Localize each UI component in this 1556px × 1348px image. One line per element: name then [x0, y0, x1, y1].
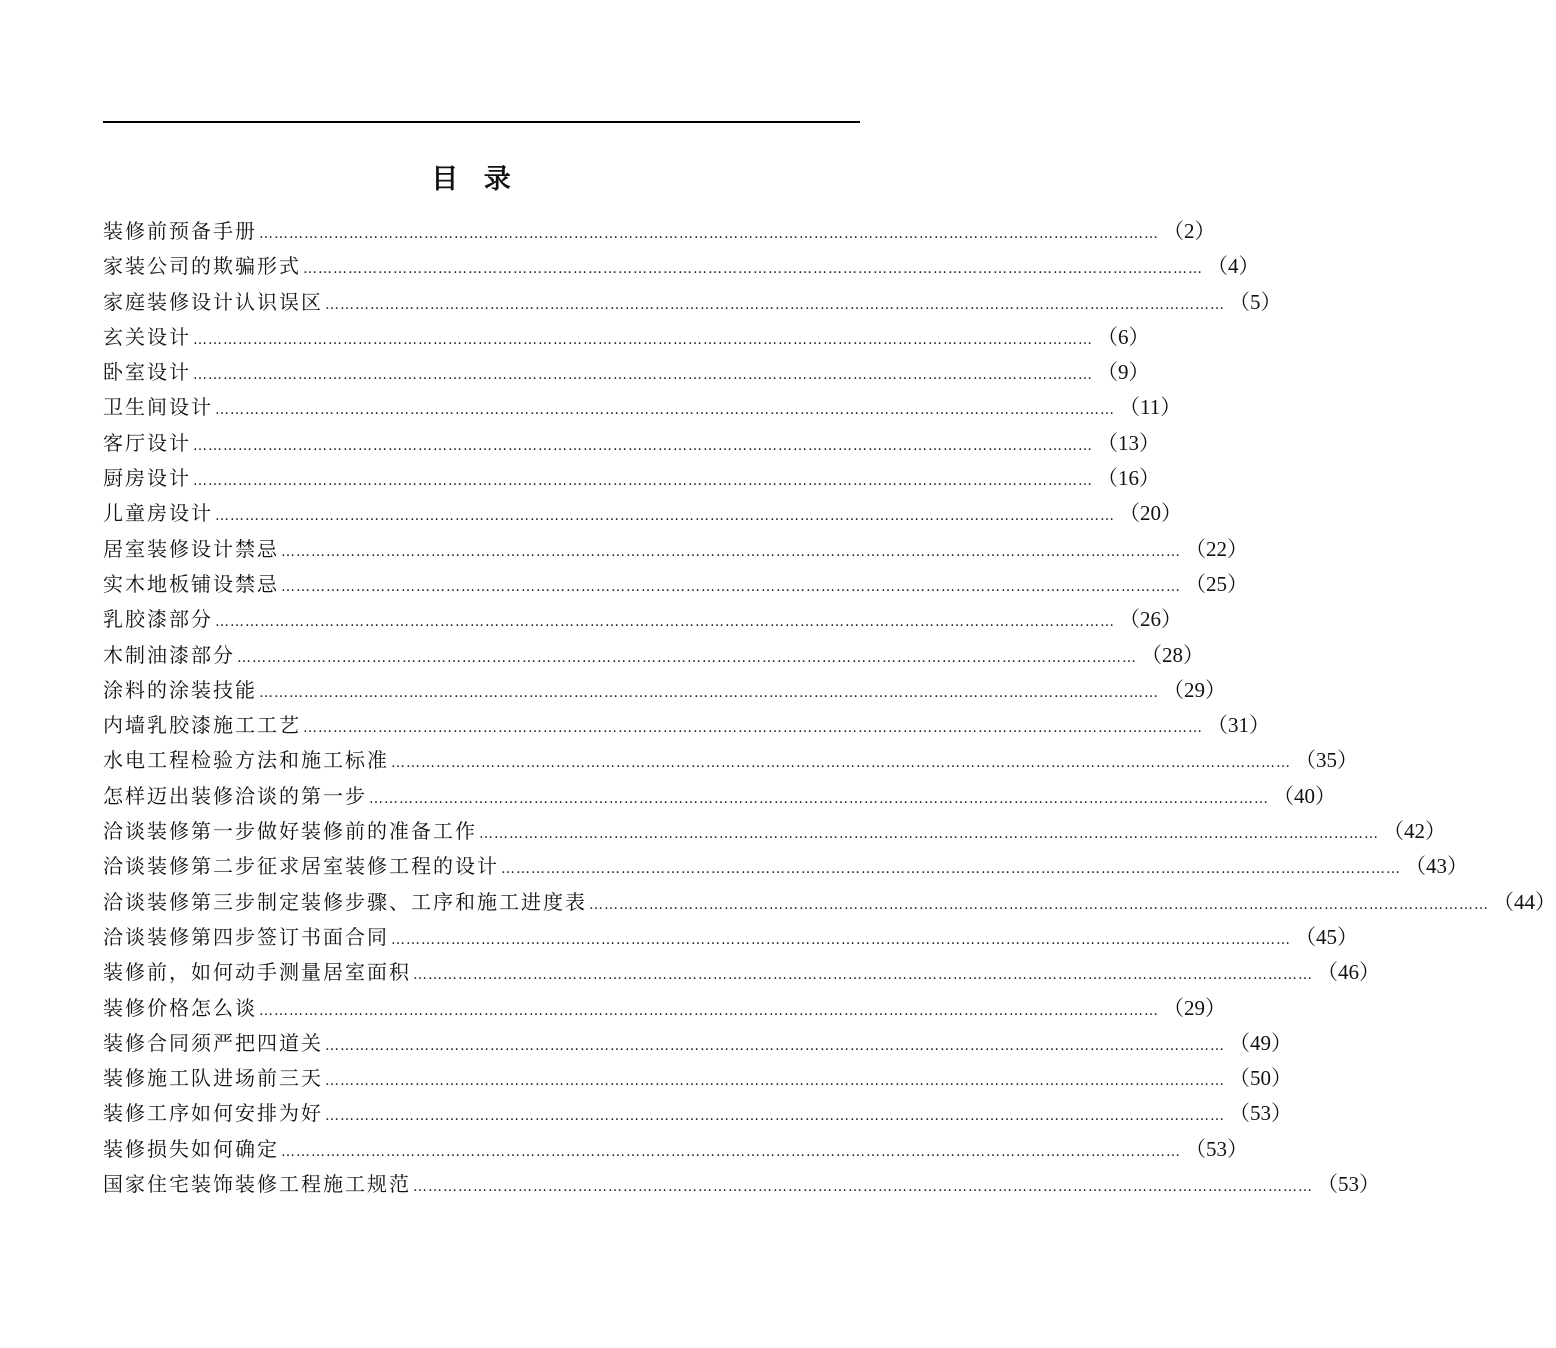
toc-entry-title: 儿童房设计 — [103, 501, 213, 526]
toc-entry-title: 国家住宅装饰装修工程施工规范 — [103, 1172, 411, 1197]
dot-leader: ……………………………………………………………………………………………………………………………………………………………… — [325, 1073, 1225, 1090]
toc-entry[interactable] — [103, 496, 1182, 531]
toc-entry-title: 乳胶漆部分 — [103, 607, 213, 632]
toc-entry-title: 内墙乳胶漆施工工艺 — [103, 713, 301, 738]
toc-entry-title: 家装公司的欺骗形式 — [103, 254, 301, 279]
page-title: 目 录 — [431, 164, 519, 195]
toc-entry-page-number: （22） — [1185, 536, 1248, 561]
toc-entry-title: 装修前，如何动手测量居室面积 — [103, 960, 411, 985]
toc-entry[interactable] — [103, 991, 1226, 1026]
toc-entry-title: 涂料的涂装技能 — [103, 677, 257, 702]
dot-leader: ……………………………………………………………………………………………………………………………………………………………… — [259, 1002, 1159, 1019]
toc-entry[interactable] — [103, 849, 1468, 884]
toc-entry-page-number: （9） — [1097, 360, 1150, 385]
toc-entry-title: 洽谈装修第一步做好装修前的准备工作 — [103, 819, 477, 844]
toc-entry-title: 装修前预备手册 — [103, 219, 257, 243]
toc-entry[interactable] — [103, 920, 1358, 955]
toc-entry[interactable] — [103, 708, 1270, 743]
toc-entry[interactable] — [103, 355, 1150, 390]
dot-leader: ……………………………………………………………………………………………………………………………………………………………… — [479, 826, 1379, 843]
toc-entry-page-number: （5） — [1229, 289, 1282, 314]
dot-leader: ……………………………………………………………………………………………………………………………………………………………… — [325, 1108, 1225, 1125]
toc-entry-page-number: （6） — [1097, 324, 1150, 349]
toc-entry[interactable] — [103, 1026, 1292, 1061]
toc-entry-page-number: （35） — [1295, 748, 1358, 773]
toc-entry[interactable] — [103, 320, 1150, 355]
toc-entry[interactable] — [103, 532, 1248, 567]
dot-leader: ……………………………………………………………………………………………………………………………………………………………… — [589, 896, 1489, 913]
toc-entry-title: 客厅设计 — [103, 430, 191, 455]
toc-entry-page-number: （42） — [1383, 819, 1446, 844]
toc-entry-page-number: （53） — [1317, 1172, 1380, 1197]
toc-entry-title: 洽谈装修第四步签订书面合同 — [103, 924, 389, 949]
toc-entry-page-number: （44） — [1493, 889, 1556, 914]
toc-entry-title: 装修施工队进场前三天 — [103, 1066, 323, 1091]
toc-entry[interactable] — [103, 285, 1282, 320]
toc-entry-page-number: （25） — [1185, 571, 1248, 596]
toc-entry-page-number: （45） — [1295, 924, 1358, 949]
dot-leader: ……………………………………………………………………………………………………………………………………………………………… — [501, 861, 1401, 878]
toc-entry[interactable] — [103, 779, 1336, 814]
dot-leader: ……………………………………………………………………………………………………………………………………………………………… — [193, 367, 1093, 384]
toc-entry-title: 卧室设计 — [103, 360, 191, 385]
toc-entry-page-number: （53） — [1229, 1101, 1292, 1126]
toc-entry-title: 装修工序如何安排为好 — [103, 1101, 323, 1126]
dot-leader: ……………………………………………………………………………………………………………………………………………………………… — [237, 649, 1137, 666]
toc-entry-page-number: （53） — [1185, 1136, 1248, 1161]
toc-entry[interactable] — [103, 1096, 1292, 1131]
toc-entry-page-number: （26） — [1119, 607, 1182, 632]
toc-entry[interactable] — [103, 602, 1182, 637]
table-of-contents — [103, 214, 1556, 1202]
toc-entry-title: 居室装修设计禁忌 — [103, 536, 279, 561]
toc-entry[interactable] — [103, 814, 1446, 849]
header-rule — [103, 121, 860, 123]
dot-leader: ……………………………………………………………………………………………………………………………………………………………… — [259, 226, 1159, 242]
toc-entry-title: 实木地板铺设禁忌 — [103, 571, 279, 596]
toc-entry[interactable] — [103, 390, 1182, 425]
toc-entry-title: 水电工程检验方法和施工标准 — [103, 748, 389, 773]
dot-leader: ……………………………………………………………………………………………………………………………………………………………… — [193, 473, 1093, 490]
toc-entry-page-number: （46） — [1317, 960, 1380, 985]
dot-leader: ……………………………………………………………………………………………………………………………………………………………… — [193, 437, 1093, 454]
dot-leader: ……………………………………………………………………………………………………………………………………………………………… — [303, 261, 1203, 278]
toc-entry[interactable] — [103, 1167, 1380, 1202]
dot-leader: ……………………………………………………………………………………………………………………………………………………………… — [215, 508, 1115, 525]
toc-entry-page-number: （50） — [1229, 1066, 1292, 1091]
toc-entry-title: 洽谈装修第三步制定装修步骤、工序和施工进度表 — [103, 889, 587, 914]
toc-entry-page-number: （11） — [1119, 395, 1182, 420]
dot-leader: ……………………………………………………………………………………………………………………………………………………………… — [369, 790, 1269, 807]
toc-entry-title: 玄关设计 — [103, 324, 191, 349]
toc-entry-title: 装修价格怎么谈 — [103, 995, 257, 1020]
toc-entry-page-number: （4） — [1207, 254, 1260, 279]
toc-entry[interactable] — [103, 214, 1216, 249]
dot-leader: ……………………………………………………………………………………………………………………………………………………………… — [391, 931, 1291, 948]
toc-entry-page-number: （29） — [1163, 677, 1226, 702]
toc-entry[interactable] — [103, 426, 1160, 461]
toc-entry[interactable] — [103, 1061, 1292, 1096]
dot-leader: ……………………………………………………………………………………………………………………………………………………………… — [325, 1037, 1225, 1054]
toc-entry-title: 家庭装修设计认识误区 — [103, 289, 323, 314]
toc-entry-page-number: （49） — [1229, 1030, 1292, 1055]
dot-leader: ……………………………………………………………………………………………………………………………………………………………… — [215, 614, 1115, 631]
toc-entry-page-number: （20） — [1119, 501, 1182, 526]
dot-leader: ……………………………………………………………………………………………………………………………………………………………… — [193, 331, 1093, 348]
toc-entry-title: 木制油漆部分 — [103, 642, 235, 667]
toc-entry-page-number: （2） — [1163, 219, 1216, 243]
dot-leader: ……………………………………………………………………………………………………………………………………………………………… — [303, 720, 1203, 737]
toc-entry-title: 洽谈装修第二步征求居室装修工程的设计 — [103, 854, 499, 879]
dot-leader: ……………………………………………………………………………………………………………………………………………………………… — [215, 402, 1115, 419]
toc-entry[interactable] — [103, 638, 1204, 673]
toc-entry-title: 怎样迈出装修洽谈的第一步 — [103, 783, 367, 808]
toc-entry[interactable] — [103, 249, 1260, 284]
toc-entry-title: 卫生间设计 — [103, 395, 213, 420]
toc-entry-page-number: （28） — [1141, 642, 1204, 667]
toc-entry-page-number: （43） — [1405, 854, 1468, 879]
dot-leader: ……………………………………………………………………………………………………………………………………………………………… — [413, 967, 1313, 984]
dot-leader: ……………………………………………………………………………………………………………………………………………………………… — [391, 755, 1291, 772]
toc-entry-page-number: （40） — [1273, 783, 1336, 808]
dot-leader: ……………………………………………………………………………………………………………………………………………………………… — [281, 1143, 1181, 1160]
toc-entry-page-number: （16） — [1097, 466, 1160, 491]
toc-entry-page-number: （31） — [1207, 713, 1270, 738]
toc-entry-page-number: （29） — [1163, 995, 1226, 1020]
toc-entry[interactable] — [103, 885, 1556, 920]
toc-entry-title: 装修合同须严把四道关 — [103, 1030, 323, 1055]
toc-entry[interactable] — [103, 1132, 1248, 1167]
toc-entry-page-number: （13） — [1097, 430, 1160, 455]
dot-leader: ……………………………………………………………………………………………………………………………………………………………… — [413, 1179, 1313, 1196]
toc-entry[interactable] — [103, 567, 1248, 602]
dot-leader: ……………………………………………………………………………………………………………………………………………………………… — [325, 296, 1225, 313]
toc-entry[interactable] — [103, 461, 1160, 496]
toc-entry-title: 装修损失如何确定 — [103, 1136, 279, 1161]
toc-entry[interactable] — [103, 673, 1226, 708]
dot-leader: ……………………………………………………………………………………………………………………………………………………………… — [281, 578, 1181, 595]
toc-entry-title: 厨房设计 — [103, 466, 191, 491]
dot-leader: ……………………………………………………………………………………………………………………………………………………………… — [281, 543, 1181, 560]
toc-entry[interactable] — [103, 743, 1358, 778]
toc-entry[interactable] — [103, 955, 1380, 990]
dot-leader: ……………………………………………………………………………………………………………………………………………………………… — [259, 684, 1159, 701]
